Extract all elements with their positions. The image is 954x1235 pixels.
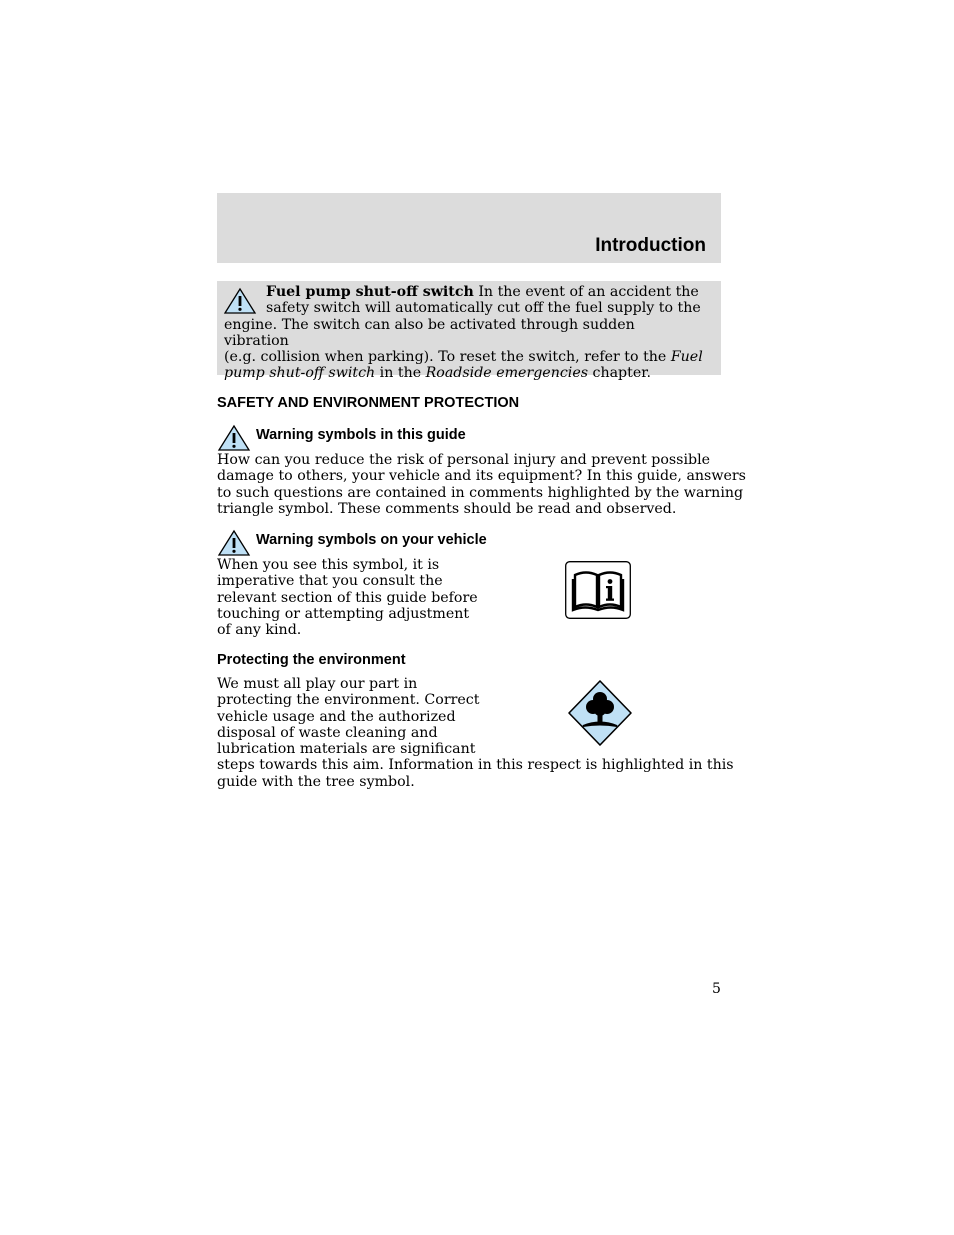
subheading-environment: Protecting the environment (217, 652, 406, 668)
warning-lead: Fuel pump shut-off switch (266, 284, 474, 300)
paragraph-environment: We must all play our part in protecting the environment. Correct vehicle usage and the authorized disposal of waste cleaning and lubrication materials are significant steps towards this aim. Information in this respect is highlighted in this guide with the tree symbol. (217, 676, 734, 790)
page-number: 5 (712, 981, 721, 997)
fuel-pump-warning-box (217, 281, 721, 382)
subheading-warning-guide: Warning symbols in this guide (256, 427, 466, 443)
paragraph-warning-vehicle: When you see this symbol, it is imperative that you consult the relevant section of this guide before touching or attempting adjustment of any kind. (217, 557, 478, 639)
warning-triangle-icon (217, 529, 251, 557)
fuel-pump-warning-text: Fuel pump shut-off switch In the event of an accident the safety switch will automatically cut off the fuel supply to the engine. The switch can also be activated through sudden vibration (e.g. collision when parking). To reset the switch, refer to the Fuel pump shut-off switch in the Roadside emergencies chapter. (224, 284, 703, 382)
header-band (217, 193, 721, 263)
owner-guide-book-icon (565, 561, 631, 619)
environment-tree-icon (567, 679, 633, 747)
subheading-warning-vehicle: Warning symbols on your vehicle (256, 532, 487, 548)
page-title: Introduction (595, 235, 706, 256)
section-heading: SAFETY AND ENVIRONMENT PROTECTION (217, 395, 520, 411)
paragraph-warning-guide: How can you reduce the risk of personal injury and prevent possible damage to others, your vehicle and its equipment? In this guide, answers to such questions are contained in comments highlighted by the warning triangle symbol. These comments should be read and observed. (217, 452, 746, 517)
warning-triangle-icon (217, 424, 251, 452)
